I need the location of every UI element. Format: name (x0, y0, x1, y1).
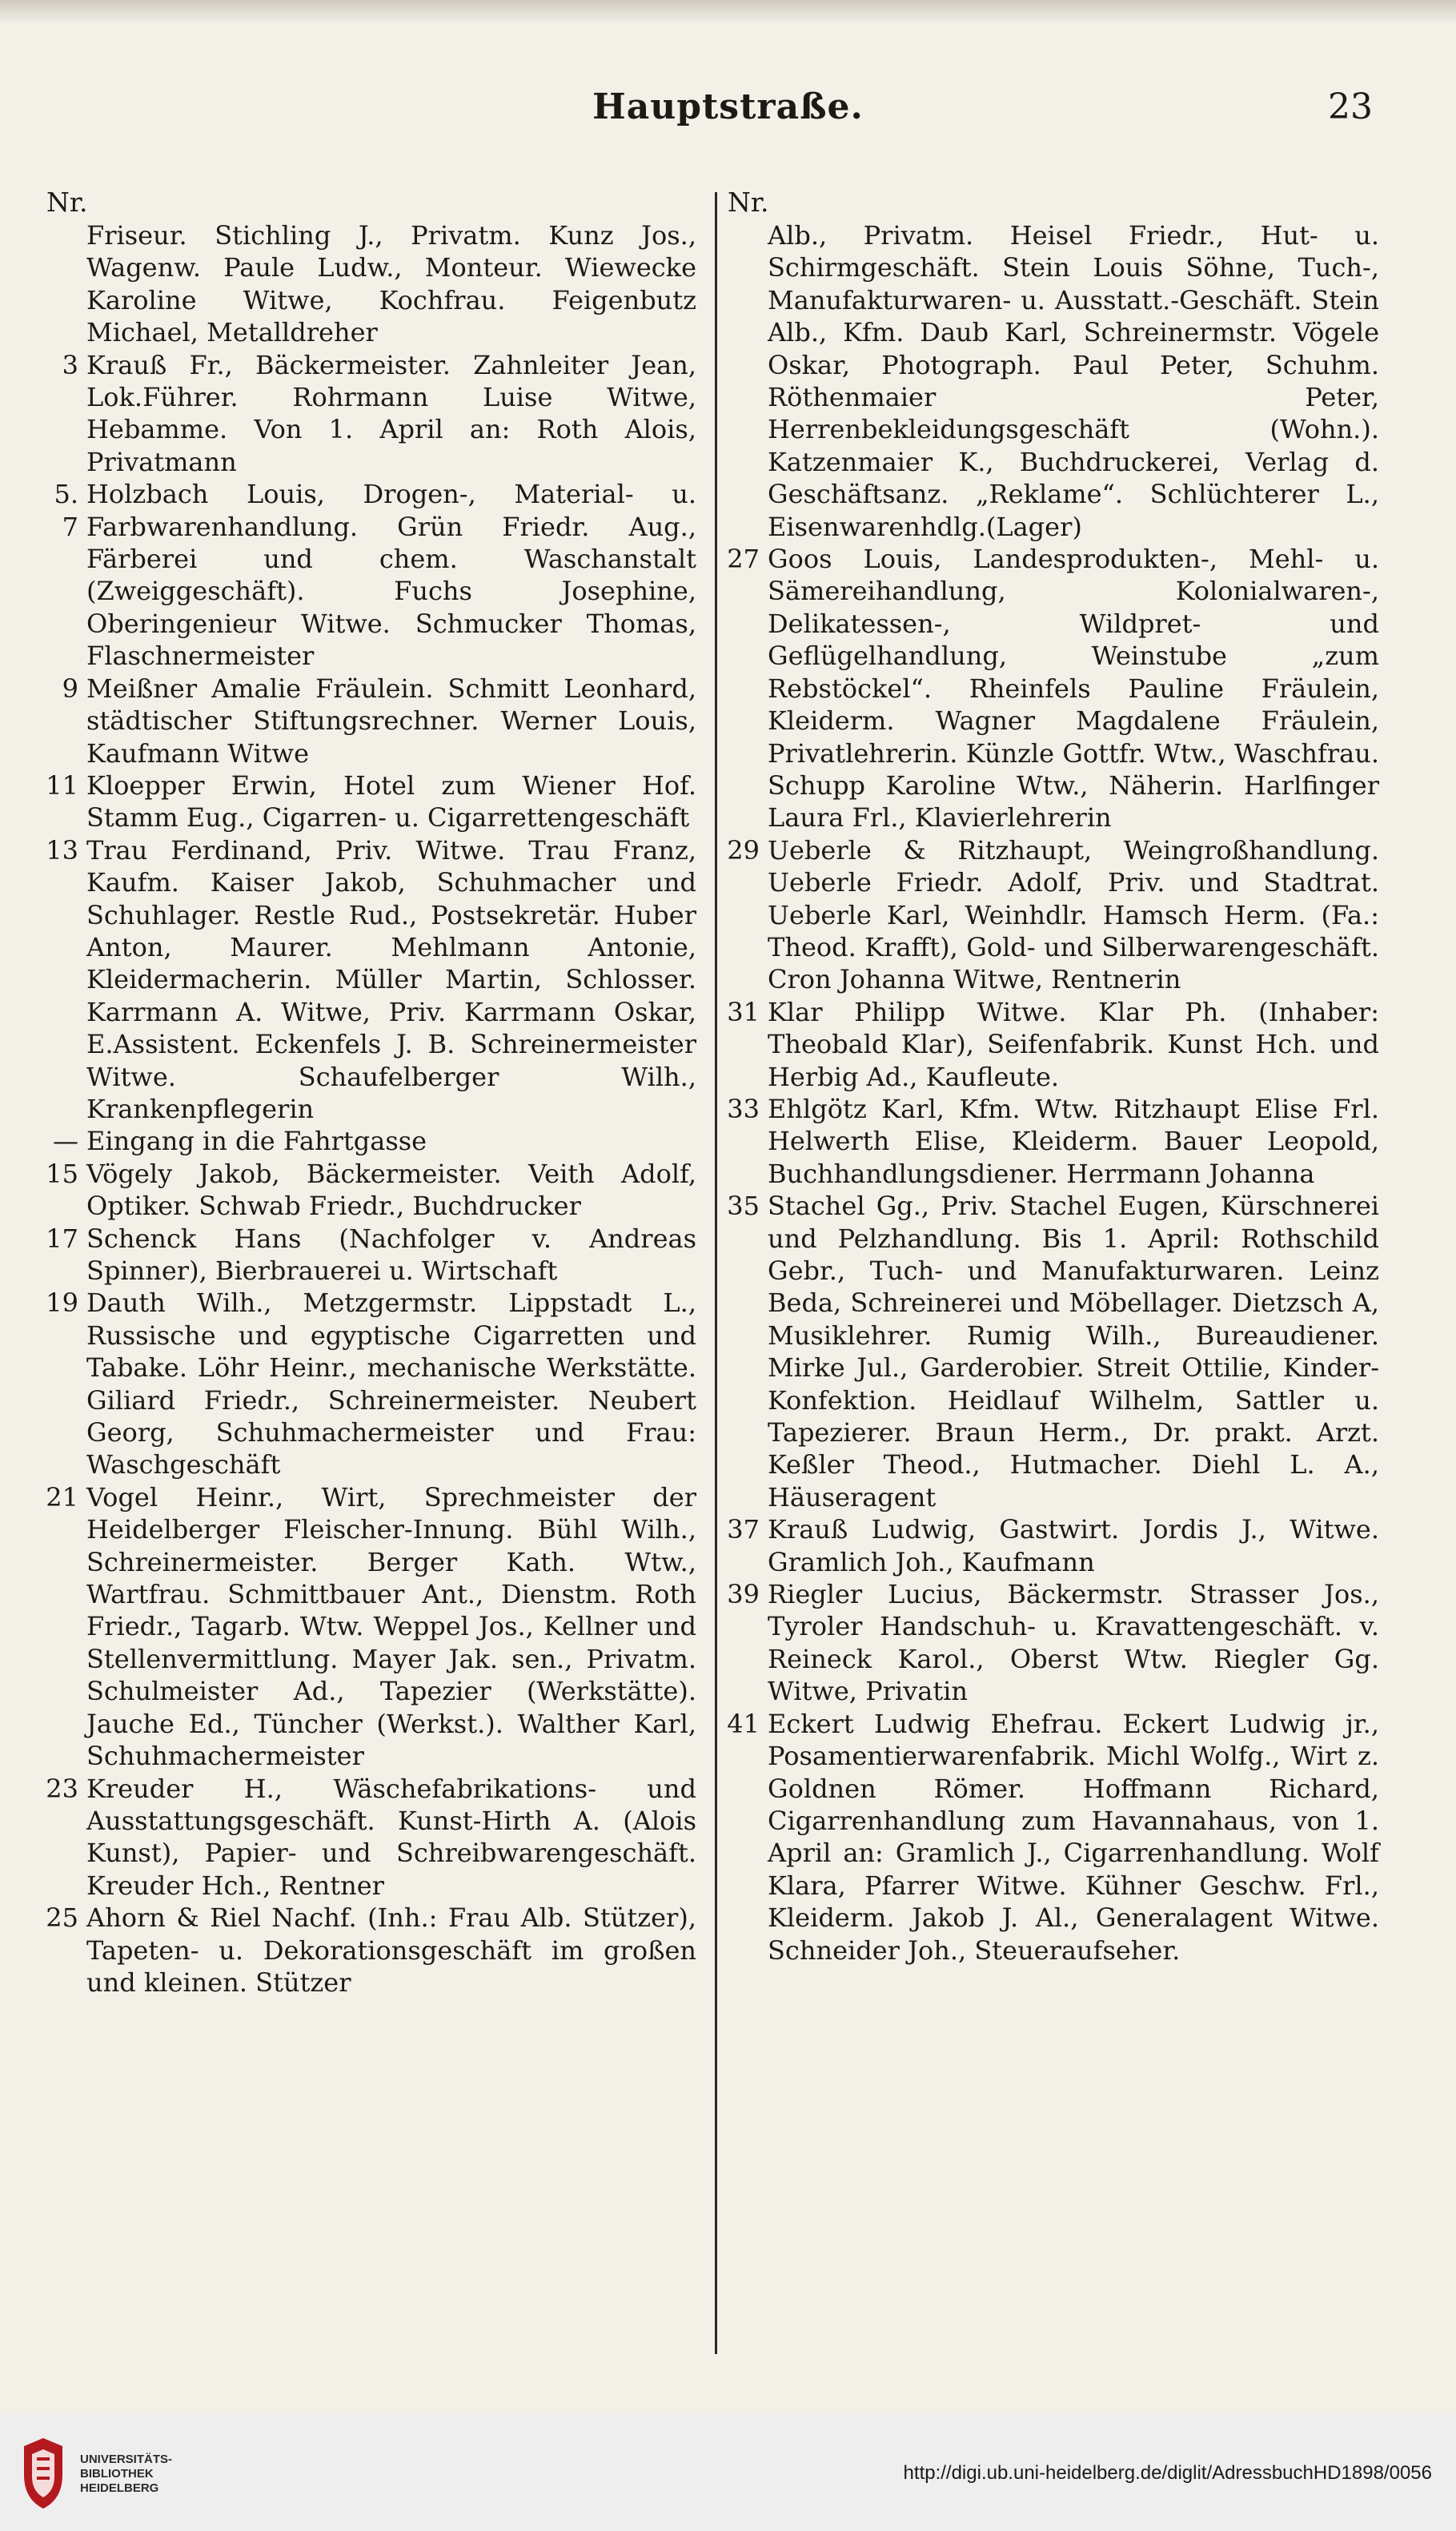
entry-text: Ahorn & Riel Nachf. (Inh.: Frau Alb. Stützer), Tapeten- u. Dekorationsgeschäft im großen und kleinen. Stützer (86, 1902, 696, 1998)
directory-entry (42, 1223, 696, 1288)
entry-text: Kloepper Erwin, Hotel zum Wiener Hof. Stamm Eug., Cigarren- u. Cigarrettengeschäft (86, 769, 696, 834)
directory-entry (42, 834, 696, 1126)
footer-bar (0, 2414, 1456, 2531)
entry-text: Dauth Wilh., Metzgermstr. Lippstadt L., Russische und egyptische Cigarretten und Tabake. Löhr Heinr., mechanische Werkstätte. Giliard Friedr., Schreinermeister. Neubert Georg, Schuhmachermeister und Frau: Waschgeschäft (86, 1288, 696, 1480)
directory-entry (42, 673, 696, 769)
entry-text: Riegler Lucius, Bäckermstr. Strasser Jos., Tyroler Handschuh- u. Kravattengeschäft. v. Reineck Karol., Oberst Wtw. Riegler Gg. Witwe, Privatin (768, 1579, 1379, 1707)
entry-text: Ueberle & Ritzhaupt, Weingroßhandlung. Ueberle Friedr. Adolf, Priv. und Stadtrat. Ueberle Karl, Weinhdlr. Hamsch Herm. (Fa.: Theod. Krafft), Gold- und Silberwarengeschäft. Cron Johanna Witwe, Rentnerin (768, 834, 1379, 995)
directory-entry (723, 219, 1379, 543)
library-name-line: HEIDELBERG (80, 2481, 159, 2495)
entry-text: Friseur. Stichling J., Privatm. Kunz Jos., Wagenw. Paule Ludw., Monteur. Wiewecke Karoline Witwe, Kochfrau. Feigenbutz Michael, Metalldreher (86, 220, 696, 348)
directory-entry (42, 1773, 696, 1902)
house-number: — (53, 1126, 78, 1157)
scan-edge-shadow (0, 0, 1456, 24)
right-entry-list (723, 219, 1379, 1967)
house-number: 25 (46, 1902, 78, 1934)
source-link[interactable]: http://digi.ub.uni-heidelberg.de/diglit/AdressbuchHD1898/0056 (903, 2462, 1432, 2484)
directory-entry (42, 1287, 696, 1480)
directory-entry (723, 834, 1379, 996)
directory-entry (723, 996, 1379, 1093)
directory-entry (42, 1158, 696, 1223)
house-number: 41 (727, 1708, 760, 1739)
house-number: 11 (46, 769, 78, 801)
house-number: 21 (46, 1481, 78, 1513)
entry-text: Eingang in die Fahrtgasse (86, 1126, 427, 1157)
directory-entry (723, 543, 1379, 834)
entry-text: Schenck Hans (Nachfolger v. Andreas Spinner), Bierbrauerei u. Wirtschaft (86, 1223, 696, 1286)
entry-text: Goos Louis, Landesprodukten-, Mehl- u. Sämereihandlung, Kolonialwaren-, Delikatessen-, Wildpret- und Geflügelhandlung, Weinstube „zum Rebstöckel“. Rheinfels Pauline Fräulein, Kleiderm. Wagner Magdalene Fräulein, Privatlehrerin. Künzle Gottfr. Wtw., Waschfrau. Schupp Karoline Wtw., Näherin. Harlfinger Laura Frl., Klavierlehrerin (768, 544, 1379, 834)
directory-entry (723, 1578, 1379, 1708)
left-entry-list (42, 219, 696, 1999)
house-number: 15 (46, 1158, 78, 1189)
house-number: 9 (62, 673, 78, 704)
house-number: 19 (46, 1288, 78, 1319)
page-number: 23 (1328, 86, 1373, 127)
house-number: 3 (62, 349, 78, 380)
house-number: 31 (727, 996, 760, 1027)
directory-entry (42, 1902, 696, 1999)
directory-entry (42, 478, 696, 672)
entry-text: Krauß Fr., Bäckermeister. Zahnleiter Jean, Lok.Führer. Rohrmann Luise Witwe, Hebamme. Von 1. April an: Roth Alois, Privatmann (86, 349, 696, 477)
entry-text: Kreuder H., Wäschefabrikations- und Ausstattungsgeschäft. Kunst-Hirth A. (Alois Kunst), Papier- und Schreibwarengeschäft. Kreuder Hch., Rentner (86, 1773, 696, 1901)
directory-entry (42, 219, 696, 349)
entry-text: Alb., Privatm. Heisel Friedr., Hut- u. Schirmgeschäft. Stein Louis Söhne, Tuch-, Manufakturwaren- u. Ausstatt.-Geschäft. Stein Alb., Kfm. Daub Karl, Schreinermstr. Vögele Oskar, Photograph. Paul Peter, Schuhm. Röthenmaier Peter, Herrenbekleidungsgeschäft (Wohn.). Katzenmaier K., Buchdruckerei, Verlag d. Geschäftsanz. „Reklame“. Schlüchterer L., Eisenwarenhdlg.(Lager) (768, 220, 1379, 542)
directory-entry (723, 1513, 1379, 1578)
house-number: 23 (46, 1773, 78, 1804)
directory-entry (42, 1481, 696, 1773)
house-number: 5. 7 (54, 479, 78, 542)
library-name-line: UNIVERSITÄTS- (80, 2453, 173, 2466)
directory-entry (42, 349, 696, 479)
entry-text: Trau Ferdinand, Priv. Witwe. Trau Franz, Kaufm. Kaiser Jakob, Schuhmacher und Schuhlager. Restle Rud., Postsekretär. Huber Anton, Maurer. Mehlmann Antonie, Kleidermacherin. Müller Martin, Schlosser. Karrmann A. Witwe, Priv. Karrmann Oskar, E.Assistent. Eckenfels J. B. Schreinermeister Witwe. Schaufelberger Wilh., Krankenpflegerin (86, 834, 696, 1124)
house-number: 27 (727, 544, 760, 575)
house-number: 35 (727, 1191, 760, 1222)
library-logo-icon (19, 2435, 67, 2512)
directory-entry (42, 769, 696, 834)
house-number: 17 (46, 1223, 78, 1254)
house-number: 29 (727, 834, 760, 866)
left-column (42, 186, 696, 1999)
house-number-heading: Nr. (728, 187, 769, 218)
entry-text: Holzbach Louis, Drogen-, Material- u. Farbwarenhandlung. Grün Friedr. Aug., Färberei und chem. Waschanstalt (Zweiggeschäft). Fuchs Josephine, Oberingenieur Witwe. Schmucker Thomas, Flaschnermeister (86, 479, 696, 672)
entry-text: Eckert Ludwig Ehefrau. Eckert Ludwig jr., Posamentierwarenfabrik. Michl Wolfg., Wirt z. Goldnen Römer. Hoffmann Richard, Cigarrenhandlung zum Havannahaus, von 1. April an: Gramlich J., Cigarrenhandlung. Wolf Klara, Pfarrer Witwe. Kühner Geschw. Frl., Kleiderm. Jakob J. Al., Generalagent Witwe. Schneider Joh., Steueraufseher. (768, 1708, 1379, 1966)
entry-text: Krauß Ludwig, Gastwirt. Jordis J., Witwe. Gramlich Joh., Kaufmann (768, 1514, 1379, 1577)
house-number: 33 (727, 1093, 760, 1124)
house-number: 37 (727, 1514, 760, 1545)
house-number: 13 (46, 834, 78, 866)
library-name-line: BIBLIOTHEK (80, 2467, 154, 2481)
directory-entry (723, 1093, 1379, 1190)
entry-text: Vögely Jakob, Bäckermeister. Veith Adolf, Optiker. Schwab Friedr., Buchdrucker (86, 1158, 696, 1222)
house-number-heading: Nr. (46, 187, 88, 218)
entry-text: Meißner Amalie Fräulein. Schmitt Leonhard, städtischer Stiftungsrechner. Werner Louis, Kaufmann Witwe (86, 673, 696, 769)
directory-entry (42, 1125, 696, 1157)
library-name (80, 2453, 172, 2496)
entry-text: Ehlgötz Karl, Kfm. Wtw. Ritzhaupt Elise Frl. Helwerth Elise, Kleiderm. Bauer Leopold, Buchhandlungsdiener. Herrmann Johanna (768, 1093, 1379, 1189)
directory-entry (723, 1708, 1379, 1967)
house-number: 39 (727, 1579, 760, 1610)
page-title: Hauptstraße. (592, 86, 864, 127)
column-divider (715, 192, 717, 2354)
directory-entry (723, 1190, 1379, 1513)
entry-text: Klar Philipp Witwe. Klar Ph. (Inhaber: Theobald Klar), Seifenfabrik. Kunst Hch. und Herbig Ad., Kaufleute. (768, 996, 1379, 1092)
entry-text: Stachel Gg., Priv. Stachel Eugen, Kürschnerei und Pelzhandlung. Bis 1. April: Rothschild Gebr., Tuch- und Manufakturwaren. Leinz Beda, Schreinerei und Möbellager. Dietzsch A, Musiklehrer. Rumig Wilh., Bureaudiener. Mirke Jul., Garderobier. Streit Ottilie, Kinder-Konfektion. Heidlauf Wilhelm, Sattler u. Tapezierer. Braun Herm., Dr. prakt. Arzt. Keßler Theod., Hutmacher. Diehl L. A., Häuseragent (768, 1191, 1379, 1513)
right-column (723, 186, 1379, 1967)
entry-text: Vogel Heinr., Wirt, Sprechmeister der Heidelberger Fleischer-Innung. Bühl Wilh., Schreinermeister. Berger Kath. Wtw., Wartfrau. Schmittbauer Ant., Dienstm. Roth Friedr., Tagarb. Wtw. Weppel Jos., Kellner und Stellenvermittlung. Mayer Jak. sen., Privatm. Schulmeister Ad., Tapezier (Werkstätte). Jauche Ed., Tüncher (Werkst.). Walther Karl, Schuhmachermeister (86, 1481, 696, 1772)
